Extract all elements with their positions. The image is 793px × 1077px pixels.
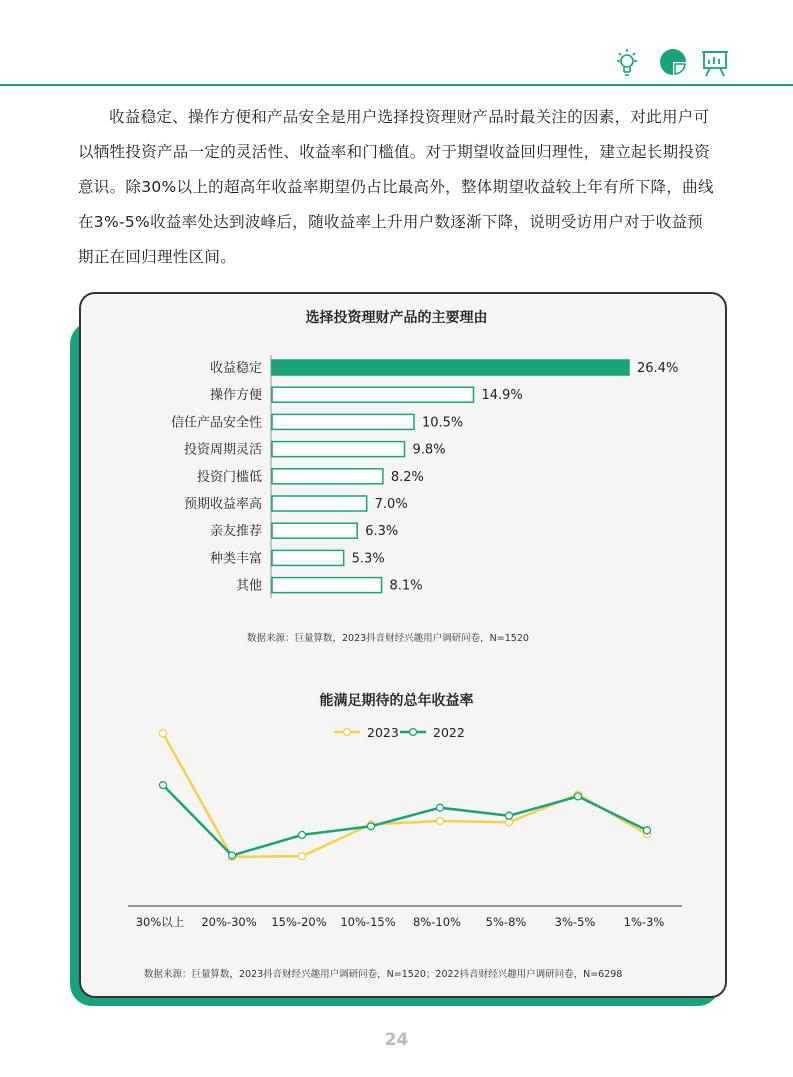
bar-category-label: 种类丰富 xyxy=(209,551,262,567)
x-tick-label: 30%以上 xyxy=(135,915,185,929)
series-point-2022 xyxy=(368,823,375,830)
legend-label: 2023 xyxy=(367,725,399,740)
bar-category-label: 投资周期灵活 xyxy=(183,442,262,458)
series-point-2023 xyxy=(160,730,167,737)
bar-value-label: 9.8% xyxy=(412,442,446,458)
bar-category-label: 投资门槛低 xyxy=(196,469,262,485)
x-tick-label: 3%-5% xyxy=(554,915,596,929)
series-point-2023 xyxy=(299,853,306,860)
series-point-2023 xyxy=(437,818,444,825)
series-point-2022 xyxy=(644,827,651,834)
page-number: 24 xyxy=(384,1030,409,1050)
series-point-2022 xyxy=(506,812,513,819)
x-tick-label: 1%-3% xyxy=(623,915,665,929)
x-tick-label: 20%-30% xyxy=(201,915,257,929)
legend-marker xyxy=(344,729,351,736)
body-paragraph: 收益稳定、操作方便和产品安全是用户选择投资理财产品时最关注的因素，对此用户可以牺牲投资产品一定的灵活性、收益率和门槛值。对于期望收益回归理性，建立起长期投资意识。除30%以上的超高年收益率期望仍占比最高外，整体期望收益较上年有所下降，曲线在3%-5%收益率处达到波峰后，随收益率上升用户数逐渐下降，说明受访用户对于收益预期正在回归理性区间。 xyxy=(78,108,714,266)
bar-category-label: 其他 xyxy=(235,578,262,594)
bar-category-label: 亲友推荐 xyxy=(209,524,262,540)
bar-category-label: 操作方便 xyxy=(209,388,262,404)
series-point-2022 xyxy=(229,852,236,859)
bar-value-label: 6.3% xyxy=(365,524,399,540)
x-tick-label: 15%-20% xyxy=(271,915,327,929)
line-chart-title: 能满足期待的总年收益率 xyxy=(319,693,474,709)
bar-chart-source: 数据来源：巨量算数，2023抖音财经兴趣用户调研问卷，N=1520 xyxy=(247,633,529,644)
bar-value-label: 7.0% xyxy=(374,497,408,512)
series-point-2022 xyxy=(299,831,306,838)
bar-category-label: 信任产品安全性 xyxy=(170,415,262,431)
x-tick-label: 5%-8% xyxy=(485,915,527,929)
bar-value-label: 10.5% xyxy=(421,415,464,431)
series-point-2022 xyxy=(437,804,444,811)
bar-value-label: 5.3% xyxy=(351,551,385,567)
bar-value-label: 26.4% xyxy=(637,361,679,376)
bar-value-label: 14.9% xyxy=(481,388,523,404)
bar-value-label: 8.2% xyxy=(390,469,424,485)
x-tick-label: 8%-10% xyxy=(413,915,461,929)
x-tick-label: 10%-15% xyxy=(340,915,396,929)
line-chart-source: 数据来源：巨量算数，2023抖音财经兴趣用户调研问卷，N=1520；2022抖音财经兴趣用户调研问卷，N=6298 xyxy=(144,969,623,980)
series-point-2022 xyxy=(160,782,167,789)
legend-marker xyxy=(410,729,417,736)
series-point-2022 xyxy=(575,793,582,800)
bar-category-label: 预期收益率高 xyxy=(183,497,262,512)
legend-label: 2022 xyxy=(433,725,465,740)
bar-value-label: 8.1% xyxy=(389,578,423,594)
bar-chart-title: 选择投资理财产品的主要理由 xyxy=(305,310,488,326)
bar-category-label: 收益稳定 xyxy=(209,361,262,376)
